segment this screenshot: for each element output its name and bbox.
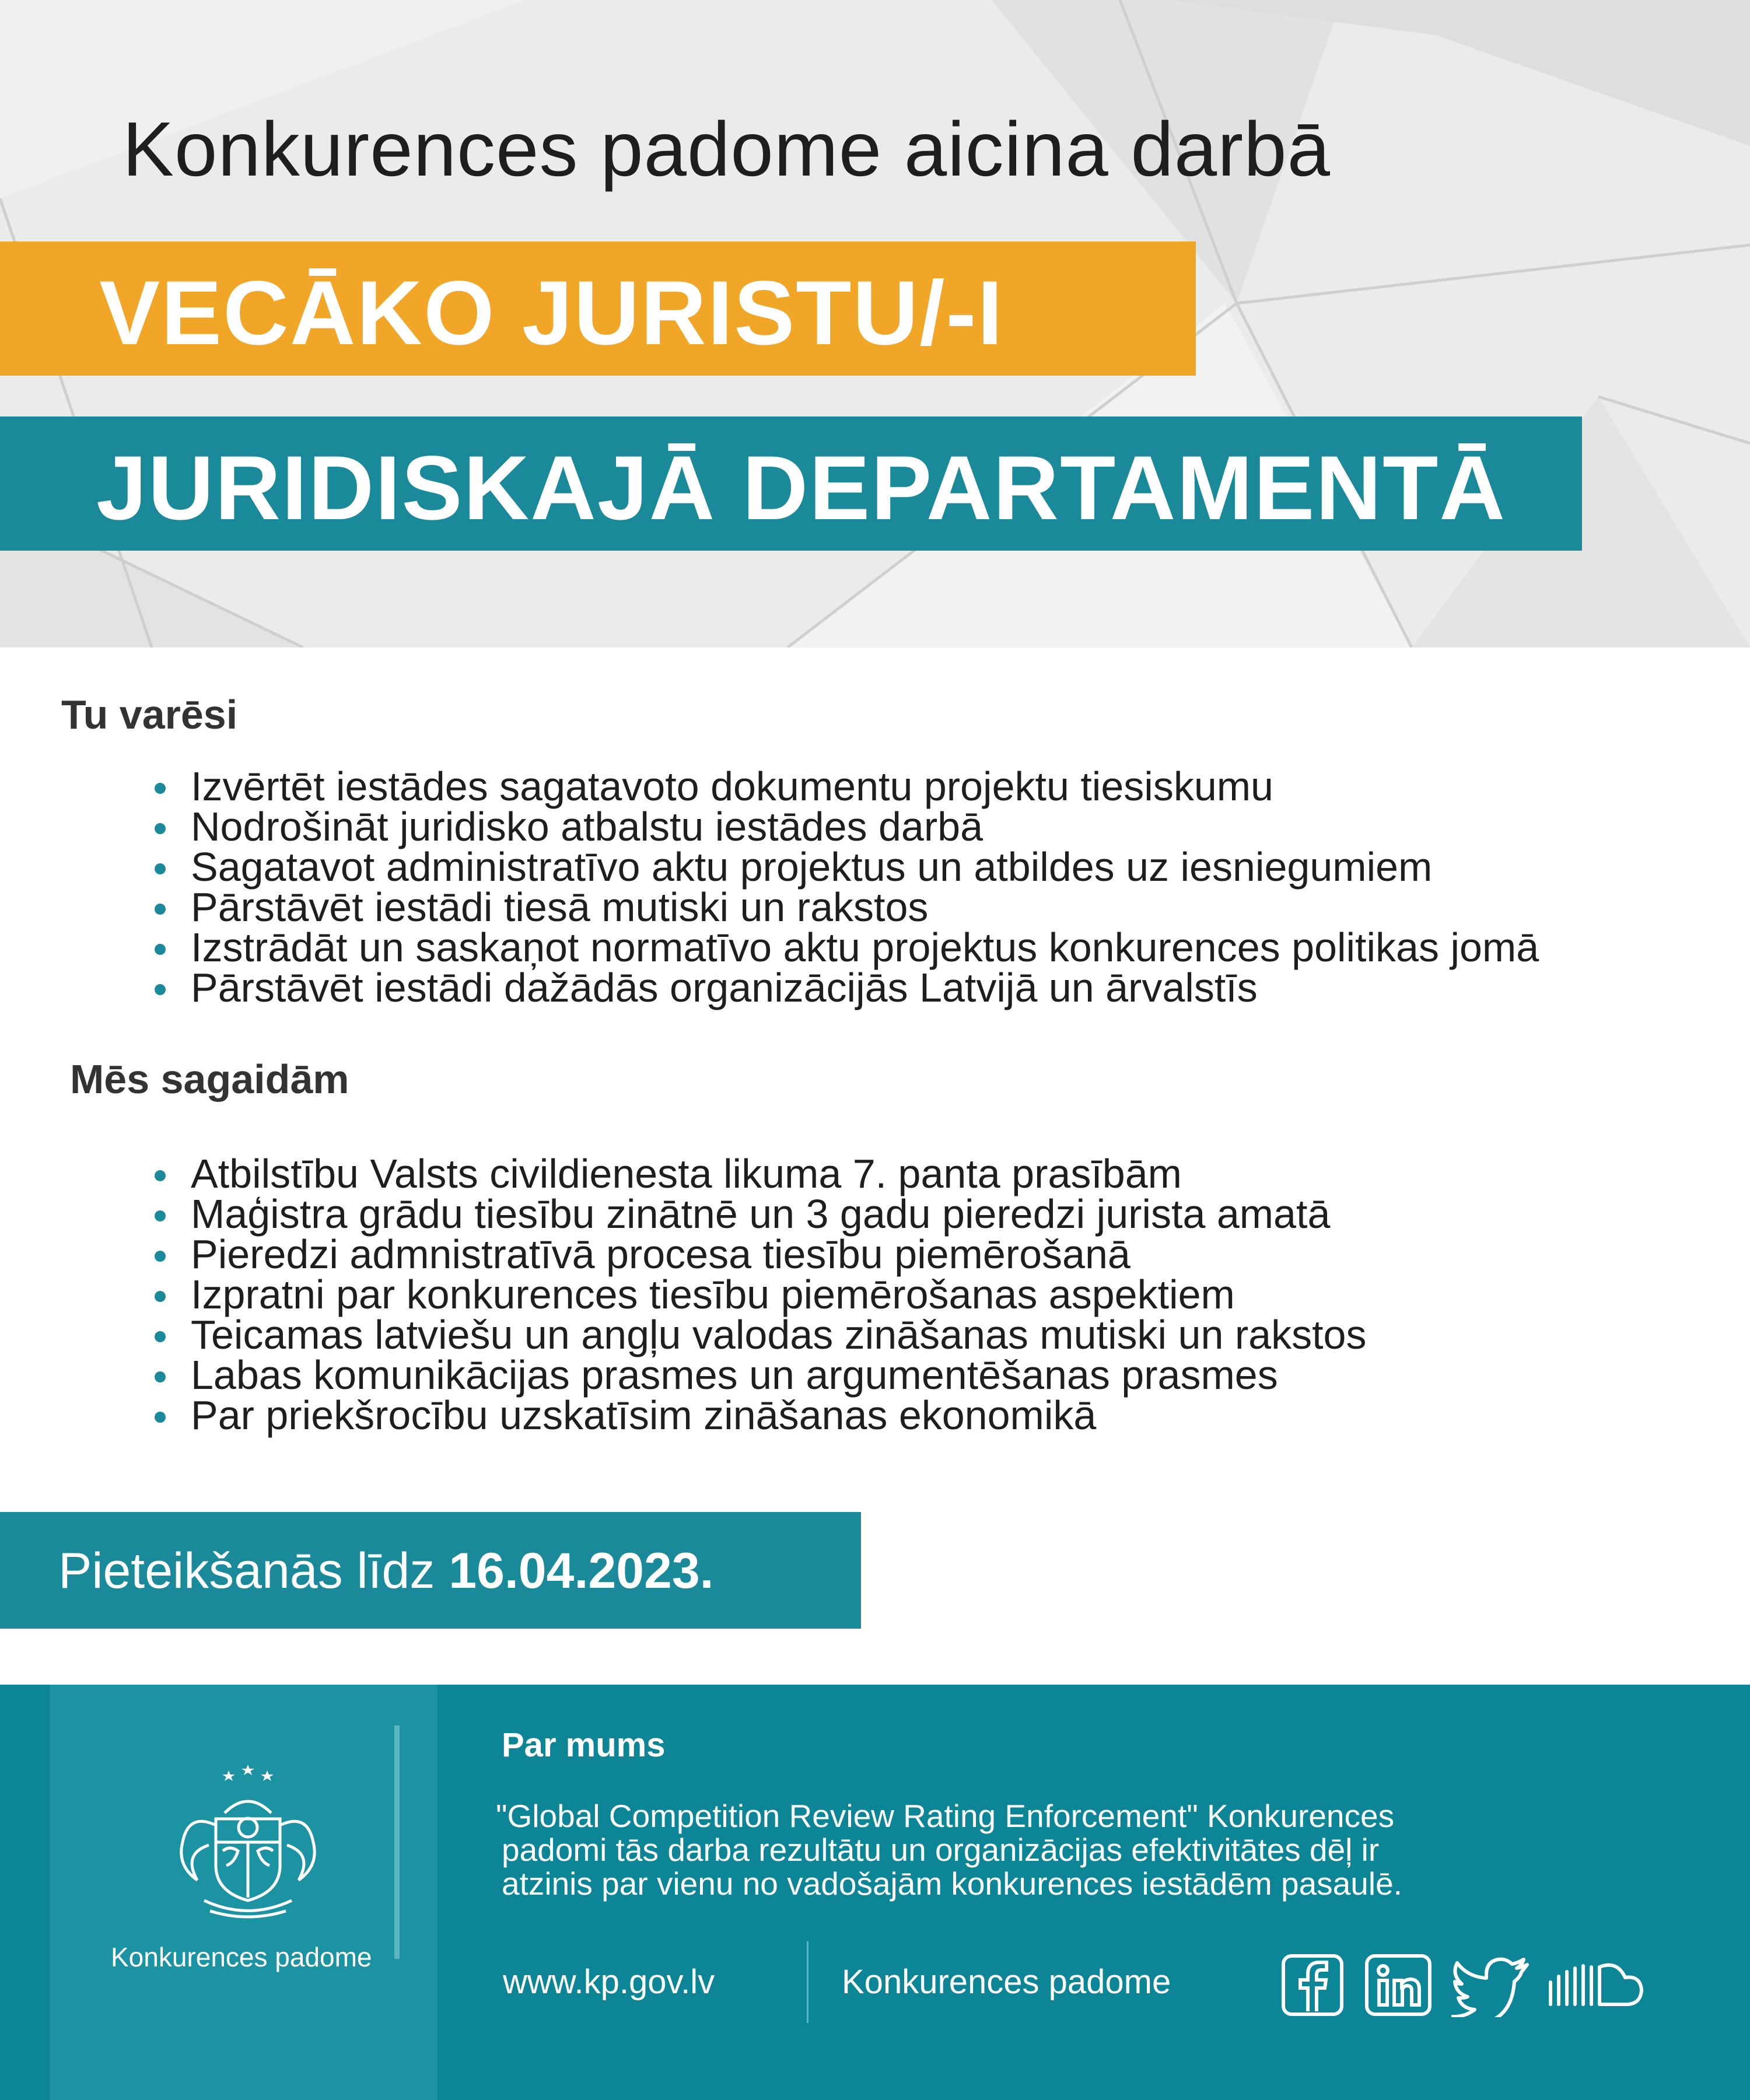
bullet-dot-icon (155, 1170, 166, 1181)
logo-panel (50, 1685, 438, 2100)
bullet-dot-icon (155, 944, 166, 955)
about-title: Par mums (502, 1726, 666, 1764)
website-link[interactable]: www.kp.gov.lv (503, 1963, 715, 2001)
tasks-list (149, 766, 1539, 1008)
about-line: "Global Competition Review Rating Enforcement" Konkurences (496, 1798, 1395, 1834)
list-item: Nodrošināt juridisko atbalstu iestādes darbā (149, 807, 1539, 847)
bullet-dot-icon (155, 1210, 166, 1222)
deadline-banner (0, 1512, 861, 1629)
bullet-dot-icon (155, 1251, 166, 1262)
twitter-icon[interactable] (1451, 1953, 1533, 2017)
deadline-text (58, 1542, 714, 1600)
list-item: Pieredzi admnistratīvā procesa tiesību piemērošanā (149, 1234, 1366, 1275)
list-item: Sagatavot administratīvo aktu projektus un atbildes uz iesniegumiem (149, 847, 1539, 887)
list-item: Izstrādāt un saskaņot normatīvo aktu projektus konkurences politikas jomā (149, 928, 1539, 968)
coat-of-arms-icon (169, 1755, 327, 1924)
requirements-list (149, 1151, 1367, 1438)
about-line: padomi tās darba rezultātu un organizācijas efektivitātes dēļ ir (502, 1832, 1380, 1868)
soundcloud-icon[interactable] (1546, 1953, 1645, 2017)
bullet-dot-icon (155, 1331, 166, 1342)
bullet-dot-icon (155, 904, 166, 915)
list-item: Atbilstību Valsts civildienesta likuma 7. panta prasībām (149, 1154, 1366, 1194)
bullet-dot-icon (155, 863, 166, 874)
tasks-heading: Tu varēsi (61, 692, 238, 737)
requirements-heading: Mēs sagaidām (70, 1056, 349, 1102)
deadline-date: 16.04.2023. (449, 1543, 714, 1599)
hero-kicker: Konkurences padome aicina darbā (123, 106, 1331, 192)
bullet-dot-icon (155, 783, 166, 794)
position-title: VECĀKO JURISTU/-I (99, 262, 1004, 364)
list-item: Izvērtēt iestādes sagatavoto dokumentu projektu tiesiskumu (149, 766, 1539, 807)
footer (0, 1685, 1750, 2100)
logo-text: Konkurences padome (111, 1942, 372, 1972)
hero-banner (0, 0, 1750, 648)
footer-divider (394, 1726, 400, 1959)
bullet-dot-icon (155, 1371, 166, 1382)
bullet-dot-icon (155, 1291, 166, 1302)
list-item: Maģistra grādu tiesību zinātnē un 3 gadu pieredzi jurista amatā (149, 1194, 1366, 1234)
social-account-name: Konkurences padome (842, 1963, 1171, 2001)
footer-small-divider (807, 1941, 808, 2023)
list-item: Izpratni par konkurences tiesību piemērošanas aspektiem (149, 1275, 1366, 1315)
list-item: Pārstāvēt iestādi tiesā mutiski un rakstos (149, 887, 1539, 928)
bullet-dot-icon (155, 984, 166, 995)
department-title: JURIDISKAJĀ DEPARTAMENTĀ (96, 438, 1507, 539)
about-text (496, 1799, 1604, 1901)
facebook-icon[interactable] (1280, 1953, 1345, 2017)
position-band (0, 242, 1196, 376)
linkedin-icon[interactable] (1364, 1953, 1433, 2017)
bullet-dot-icon (155, 823, 166, 834)
list-item: Teicamas latviešu un angļu valodas zināšanas mutiski un rakstos (149, 1315, 1366, 1355)
bullet-dot-icon (155, 1412, 166, 1423)
list-item: Pārstāvēt iestādi dažādās organizācijās Latvijā un ārvalstīs (149, 968, 1539, 1008)
list-item: Par priekšrocību uzskatīsim zināšanas ekonomikā (149, 1395, 1366, 1436)
about-line: atzinis par vienu no vadošajām konkurences iestādēm pasaulē. (502, 1866, 1402, 1902)
deadline-label: Pieteikšanās līdz (58, 1543, 435, 1599)
department-band (0, 416, 1582, 551)
list-item: Labas komunikācijas prasmes un argumentēšanas prasmes (149, 1355, 1366, 1395)
